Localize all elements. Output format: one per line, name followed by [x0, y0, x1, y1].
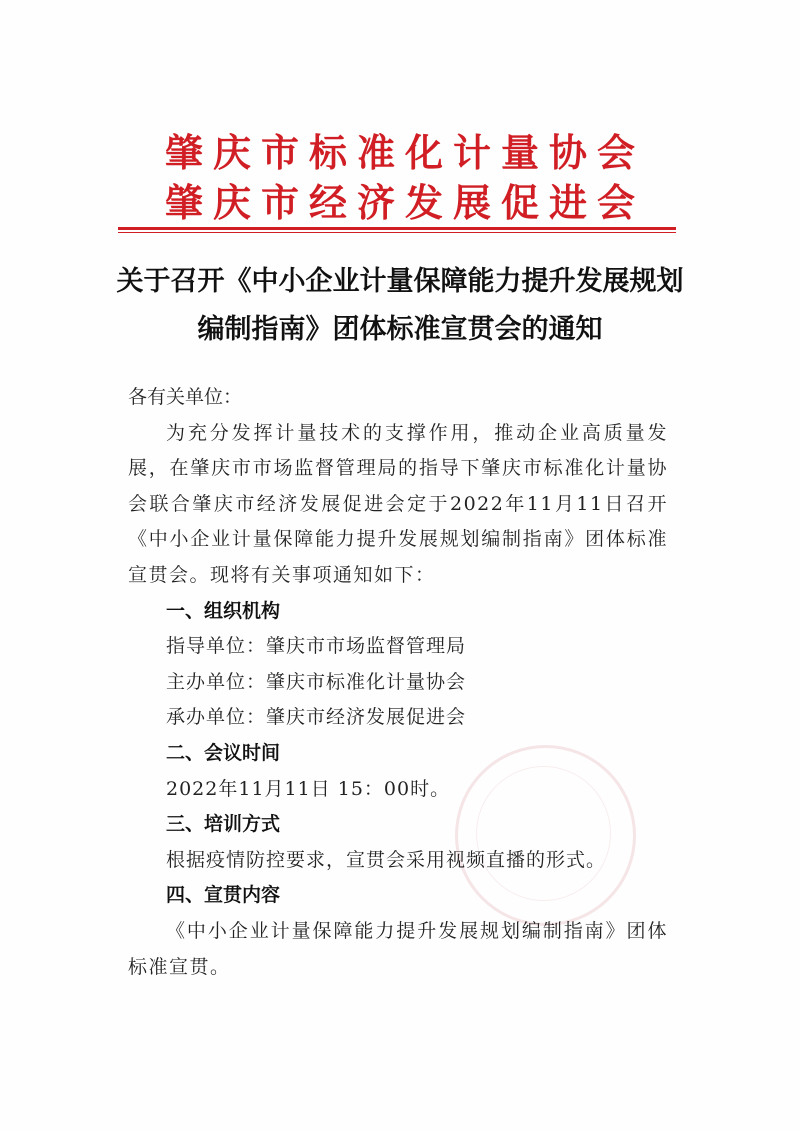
- notice-title: [0, 258, 800, 354]
- meeting-time: 2022年11月11日 15：00时。: [166, 777, 451, 800]
- salutation: 各有关单位：: [128, 386, 243, 408]
- notice-title-line-2: 编制指南》团体标准宣贯会的通知: [197, 314, 603, 345]
- letterhead-org-1: 肇庆市标准化计量协会: [164, 131, 645, 175]
- notice-title-line-1: 关于召开《中小企业计量保障能力提升发展规划: [116, 266, 684, 297]
- letterhead-org-2: 肇庆市经济发展促进会: [164, 181, 645, 225]
- letterhead-rule: [118, 227, 676, 230]
- section-heading-method: 三、培训方式: [166, 813, 281, 836]
- organizer-unit: 承办单位：肇庆市经济发展促进会: [166, 706, 467, 729]
- training-content: 《中小企业计量保障能力提升发展规划编制指南》团体标准宣贯。: [128, 919, 668, 978]
- training-method: 根据疫情防控要求，宣贯会采用视频直播的形式。: [166, 848, 607, 871]
- guide-unit: 指导单位：肇庆市市场监督管理局: [166, 635, 467, 658]
- host-unit: 主办单位：肇庆市标准化计量协会: [166, 670, 467, 693]
- section-heading-organization: 一、组织机构: [166, 599, 281, 622]
- letterhead-rule-thin: [118, 232, 676, 233]
- section-heading-time: 二、会议时间: [166, 741, 281, 764]
- intro-paragraph: 为充分发挥计量技术的支撑作用，推动企业高质量发展，在肇庆市市场监督管理局的指导下肇庆市标准化计量协会联合肇庆市经济发展促进会定于2022年11月11日召开《中小企业计量保障能力提升发展规划编制指南》团体标准宣贯会。现将有关事项通知如下：: [128, 421, 668, 586]
- notice-body: [128, 380, 668, 985]
- letterhead: [0, 128, 800, 228]
- section-heading-content: 四、宣贯内容: [166, 884, 281, 907]
